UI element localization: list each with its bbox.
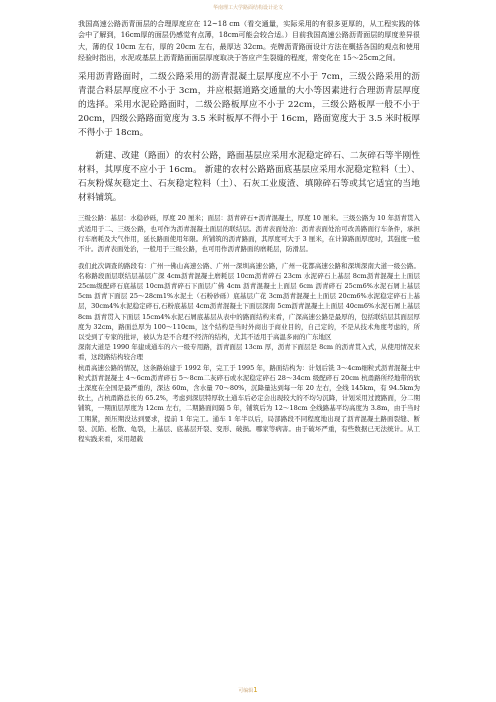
page-number: 1 — [253, 686, 258, 694]
paragraph-hangyong-expressway: 杭甬高速公路的情况，这条路始建于 1992 年，完工于 1995 年，路面结构为：计划后铣 3～4cm细粒式沥青混凝土中粒式沥青混凝土 4～6cm沥青碎石 5～8cm二灰碎石或水泥稳定碎石 28～34cm 级配碎石 20cm 杭甬路所经地带的软土深度在全国是最严重的，深达 60m，含水量 70～80%，沉降量达到每一年 20 左右，全线 145km，有 94.5km为软土，占杭甬路总长的 65.2%，考虑到深层特厚软土通车后必定会出现较大的不均匀沉降，计划采用过渡路面，分二期铺筑，一期面层厚度为 12cm 左右，二期路面间隔 5 年，铺筑后为 12～18cm 全线路基平均高度为 3.8m，由于当时工期紧，预压期没达到要求，提前 1 年完工。通车 1 年半以后，局部路段不同程度地出现了沥青混凝土路面裂缝、断裂、沉陷、松散、龟裂，上基层、底基层开裂、变形、破损。哪家等病害。由于破坏严重，有些数据已无法统计。从工程实践来看，采用超载 — [78, 363, 420, 444]
paragraph-guangdong-survey: 我们此次调查的路段有：广州一佛山高速公路、广州一深圳高速公路，广州一花都高速公路和深圳深南大道一级公路。名称路段面层联结层基层广深 4cm沥青混凝土磨耗层 10cm沥青碎石 23cm 水泥碎石上基层 8cm沥青混凝土上面层 25cm级配碎石底基层 10cm沥青碎石下面层广佛 4cm 沥青混凝土上面层 6cm 沥青碎石 25cm6%水泥石屑上基层 5cm 沥青下面层 25～28cm1%水泥土（石粉砂砾）底基层广花 3cm沥青混凝土上面层 20cm6%水泥稳定碎石上基层，30cm4%水泥稳定碎石,石粉底基层 4cm沥青混凝土下面层深南 5cm沥青混凝土上面层 40cm6%水泥石屑上基层 8cm 沥青贯入下面层 15cm4%水泥石屑底基层从表中的路面结构来看，广深高速公路是最厚的，包括联结层其面层厚度为 32cm，路面总厚为 100～110cm，这个结构是当时外商出于商业目的，自己定的，不是从技术角度考虑的，所以受到了专家的批评，被认为是不合理不经济的结构，尤其不适用于高温多雨的广东地区 — [78, 261, 420, 342]
document-body — [78, 18, 420, 444]
page-footer — [0, 686, 496, 694]
paragraph-third-class-road: 三级公路：基层：水稳砂砾，厚度 20 厘米；面层：沥青碎石+沥青混凝土，厚度 10 厘米。三级公路为 10 年沥青贯入式适用于二、三级公路，也可作为沥青混凝土面层的联结层。沥青表面处治：沥青表面处治可改善路面行车条件，承担行车磨耗及大气作用，延长路面使用年限。所铺筑的沥青路面，其厚度可大于 3 厘米，在计算路面厚度时，其强度一般不计。沥青表面处治，一般用于三级公路，也可用作沥青路面的磨耗层，防滑层。 — [78, 214, 420, 254]
page-header: 华南理工大学路面结构设计论文 — [212, 5, 283, 11]
paragraph-rural-road-base: 新建、改建（路面）的农村公路，路面基层应采用水泥稳定碎石、二灰碎石等半刚性材料，其厚度不应小于 16cm。 新建的农村公路路面底基层应采用水泥稳定粒料（土）、石灰粉煤灰稳定土、石灰稳定粒料（土）、石灰工业废渣、填隙碎石等或其它适宜的当地材料铺筑。 — [78, 150, 420, 204]
footer-label: 可编辑 — [238, 688, 254, 694]
paragraph-road-class-thickness: 采用沥青路面时，二级公路采用的沥青混凝土层厚度应不小于 7cm，三级公路采用的沥青混合料层厚度应不小于 3cm，并应根据道路交通量的大小等因素进行合理沥青层厚度的选择。采用水泥砼路面时，二级公路板厚应不小于 22cm，三级公路板厚一般不小于 20cm，四级公路路面宽度为 3.5 米时板厚不得小于 16cm，路面宽度大于 3.5 米时板厚不得小于 18cm。 — [78, 71, 420, 139]
paragraph-asphalt-thickness: 我国高速公路沥青面层的合理厚度应在 12~18 cm（看交通量，实际采用的有很多更厚的，从工程实践的体会中了解到，16cm厚的面层仍感觉有点薄，18cm可能会较合适。）目前我国高速公路沥青面层的厚度差异很大，薄的仅 10cm 左右，厚的 20cm 左右，最厚达 32cm。壳牌沥青路面设计方法在概括各国的观点和使用经验时指出，水泥或基层上沥青路面面层厚度取决于答应产生裂缝的程度，常变化在 15～25cm之间。 — [78, 19, 420, 63]
paragraph-shennan-avenue: 深南大道是 1990 年建成通车的六一级专用路，沥青面层 13cm 厚，沥青下面层是 8cm 的沥青贯入式，从使用情况来看，这段路结构较合理 — [78, 343, 420, 362]
